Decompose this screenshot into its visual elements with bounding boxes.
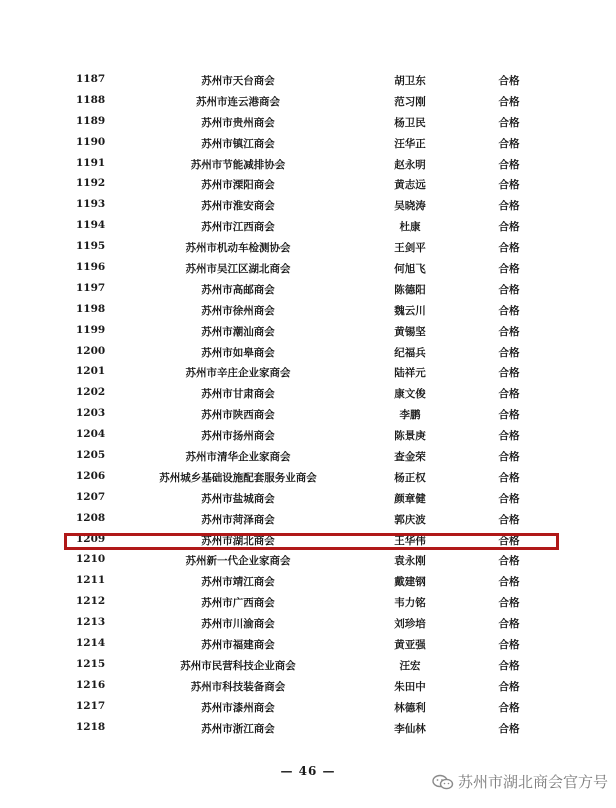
highlight-box-row-1209 bbox=[64, 533, 559, 550]
person-name: 朱田中 bbox=[394, 680, 426, 693]
row-number: 1212 bbox=[76, 595, 106, 608]
row-number: 1188 bbox=[76, 93, 106, 106]
organization-name: 苏州市川渝商会 bbox=[201, 618, 275, 631]
table-row bbox=[0, 634, 616, 655]
table-row bbox=[0, 300, 616, 321]
table-row bbox=[0, 613, 616, 634]
organization-name: 苏州市机动车检测协会 bbox=[185, 242, 291, 255]
row-number: 1198 bbox=[76, 302, 106, 315]
person-name: 王剑平 bbox=[394, 242, 426, 255]
row-number: 1196 bbox=[76, 261, 106, 274]
row-number: 1204 bbox=[76, 428, 106, 441]
organization-name: 苏州市溧阳商会 bbox=[201, 179, 275, 192]
result-status: 合格 bbox=[498, 722, 520, 735]
person-name: 杜康 bbox=[399, 221, 421, 234]
organization-name: 苏州城乡基础设施配套服务业商会 bbox=[159, 471, 317, 484]
row-number: 1205 bbox=[76, 449, 106, 462]
row-number: 1208 bbox=[76, 511, 106, 524]
person-name: 吴晓涛 bbox=[394, 200, 426, 213]
result-status: 合格 bbox=[498, 639, 520, 652]
result-status: 合格 bbox=[498, 451, 520, 464]
row-number: 1191 bbox=[76, 156, 106, 169]
organization-name: 苏州新一代企业家商会 bbox=[185, 555, 291, 568]
table-row bbox=[0, 718, 616, 739]
organization-name: 苏州市高邮商会 bbox=[201, 283, 275, 296]
table-row bbox=[0, 216, 616, 237]
result-status: 合格 bbox=[498, 158, 520, 171]
table-row bbox=[0, 195, 616, 216]
result-status: 合格 bbox=[498, 388, 520, 401]
organization-name: 苏州市连云港商会 bbox=[196, 95, 280, 108]
row-number: 1211 bbox=[76, 574, 106, 587]
result-status: 合格 bbox=[498, 116, 520, 129]
person-name: 康文俊 bbox=[394, 388, 426, 401]
organization-name: 苏州市如皋商会 bbox=[201, 346, 275, 359]
organization-name: 苏州市菏泽商会 bbox=[201, 513, 275, 526]
table-row bbox=[0, 279, 616, 300]
person-name: 陈德阳 bbox=[394, 283, 426, 296]
table-row bbox=[0, 321, 616, 342]
table-row bbox=[0, 425, 616, 446]
person-name: 魏云川 bbox=[394, 304, 426, 317]
table-row bbox=[0, 467, 616, 488]
table-row bbox=[0, 592, 616, 613]
result-status: 合格 bbox=[498, 471, 520, 484]
row-number: 1201 bbox=[76, 365, 106, 378]
page-number: — 46 — bbox=[280, 764, 336, 778]
result-status: 合格 bbox=[498, 618, 520, 631]
row-number: 1206 bbox=[76, 469, 106, 482]
organization-name: 苏州市清华企业家商会 bbox=[185, 451, 291, 464]
table-row bbox=[0, 70, 616, 91]
person-name: 袁永刚 bbox=[394, 555, 426, 568]
result-status: 合格 bbox=[498, 137, 520, 150]
wechat-icon bbox=[432, 774, 454, 790]
result-status: 合格 bbox=[498, 701, 520, 714]
row-number: 1207 bbox=[76, 490, 106, 503]
table-row bbox=[0, 258, 616, 279]
row-number: 1216 bbox=[76, 678, 106, 691]
result-status: 合格 bbox=[498, 304, 520, 317]
person-name: 林德利 bbox=[394, 701, 426, 714]
organization-name: 苏州市靖江商会 bbox=[201, 576, 275, 589]
organization-name: 苏州市湖北商会 bbox=[201, 534, 275, 547]
table-row bbox=[0, 342, 616, 363]
table-row bbox=[0, 91, 616, 112]
person-name: 黄锡坚 bbox=[394, 325, 426, 338]
person-name: 杨卫民 bbox=[394, 116, 426, 129]
table-row bbox=[0, 446, 616, 467]
result-status: 合格 bbox=[498, 75, 520, 87]
row-number: 1202 bbox=[76, 386, 106, 399]
result-status: 合格 bbox=[498, 95, 520, 108]
table-row bbox=[0, 550, 616, 571]
organization-name: 苏州市甘肃商会 bbox=[201, 388, 275, 401]
result-status: 合格 bbox=[498, 263, 520, 276]
table-row bbox=[0, 655, 616, 676]
result-status: 合格 bbox=[498, 325, 520, 338]
wechat-watermark bbox=[432, 771, 608, 792]
result-status: 合格 bbox=[498, 200, 520, 213]
result-status: 合格 bbox=[498, 534, 520, 547]
organization-name: 苏州市吴江区湖北商会 bbox=[185, 263, 291, 276]
organization-name: 苏州市科技装备商会 bbox=[190, 680, 286, 693]
person-name: 郭庆波 bbox=[394, 513, 426, 526]
person-name: 韦力铭 bbox=[394, 597, 426, 610]
organization-name: 苏州市漆州商会 bbox=[201, 701, 275, 714]
result-status: 合格 bbox=[498, 179, 520, 192]
result-status: 合格 bbox=[498, 513, 520, 526]
organization-name: 苏州市江西商会 bbox=[201, 221, 275, 234]
organization-name: 苏州市陕西商会 bbox=[201, 409, 275, 422]
row-number: 1187 bbox=[76, 73, 106, 85]
organization-name: 苏州市淮安商会 bbox=[201, 200, 275, 213]
table-row bbox=[0, 383, 616, 404]
row-number: 1217 bbox=[76, 699, 106, 712]
person-name: 陈景庚 bbox=[394, 430, 426, 443]
organization-name: 苏州市民营科技企业商会 bbox=[180, 659, 296, 672]
result-status: 合格 bbox=[498, 680, 520, 693]
organization-name: 苏州市盐城商会 bbox=[201, 492, 275, 505]
person-name: 李鹏 bbox=[399, 409, 421, 422]
organization-name: 苏州市辛庄企业家商会 bbox=[185, 367, 291, 380]
organization-name: 苏州市浙江商会 bbox=[201, 722, 275, 735]
row-number: 1197 bbox=[76, 281, 106, 294]
table-row bbox=[0, 133, 616, 154]
table-row bbox=[0, 112, 616, 133]
organization-name: 苏州市潮汕商会 bbox=[201, 325, 275, 338]
person-name: 黄志远 bbox=[394, 179, 426, 192]
result-status: 合格 bbox=[498, 576, 520, 589]
row-number: 1192 bbox=[76, 177, 106, 190]
person-name: 汪宏 bbox=[399, 659, 421, 672]
table-row bbox=[0, 571, 616, 592]
row-number: 1194 bbox=[76, 219, 106, 232]
table-row bbox=[0, 362, 616, 383]
person-name: 颜章健 bbox=[394, 492, 426, 505]
table-row bbox=[0, 488, 616, 509]
person-name: 李仙林 bbox=[394, 722, 426, 735]
organization-name: 苏州市节能减排协会 bbox=[190, 158, 286, 171]
row-number: 1195 bbox=[76, 240, 106, 253]
table-row bbox=[0, 676, 616, 697]
row-number: 1209 bbox=[76, 532, 106, 545]
person-name: 何旭飞 bbox=[394, 263, 426, 276]
result-status: 合格 bbox=[498, 346, 520, 359]
result-status: 合格 bbox=[498, 555, 520, 568]
organization-name: 苏州市徐州商会 bbox=[201, 304, 275, 317]
result-status: 合格 bbox=[498, 367, 520, 380]
person-name: 陆祥元 bbox=[394, 367, 426, 380]
row-number: 1199 bbox=[76, 323, 106, 336]
table-row bbox=[0, 154, 616, 175]
table-row bbox=[0, 404, 616, 425]
row-number: 1193 bbox=[76, 198, 106, 211]
person-name: 戴建钢 bbox=[394, 576, 426, 589]
result-status: 合格 bbox=[498, 221, 520, 234]
organization-name: 苏州市广西商会 bbox=[201, 597, 275, 610]
result-status: 合格 bbox=[498, 242, 520, 255]
row-number: 1215 bbox=[76, 657, 106, 670]
organization-name: 苏州市福建商会 bbox=[201, 639, 275, 652]
person-name: 范习刚 bbox=[394, 95, 426, 108]
result-status: 合格 bbox=[498, 430, 520, 443]
table-row bbox=[0, 509, 616, 530]
table-row bbox=[0, 174, 616, 195]
person-name: 赵永明 bbox=[394, 158, 426, 171]
row-number: 1214 bbox=[76, 637, 106, 650]
person-name: 查金荣 bbox=[394, 451, 426, 464]
row-number: 1218 bbox=[76, 720, 106, 733]
person-name: 王华伟 bbox=[394, 534, 426, 547]
person-name: 汪华正 bbox=[394, 137, 426, 150]
person-name: 胡卫东 bbox=[394, 75, 426, 87]
watermark-text: 苏州市湖北商会官方号 bbox=[457, 773, 608, 791]
person-name: 杨正权 bbox=[394, 471, 426, 484]
row-number: 1189 bbox=[76, 114, 106, 127]
person-name: 刘珍培 bbox=[394, 618, 426, 631]
person-name: 纪福兵 bbox=[394, 346, 426, 359]
table-row bbox=[0, 697, 616, 718]
organization-name: 苏州市扬州商会 bbox=[201, 430, 275, 443]
organization-name: 苏州市贵州商会 bbox=[201, 116, 275, 129]
organization-name: 苏州市镇江商会 bbox=[201, 137, 275, 150]
table-row bbox=[0, 237, 616, 258]
person-name: 黄亚强 bbox=[394, 639, 426, 652]
organization-name: 苏州市天台商会 bbox=[201, 75, 275, 87]
results-table bbox=[0, 70, 616, 739]
result-status: 合格 bbox=[498, 659, 520, 672]
result-status: 合格 bbox=[498, 492, 520, 505]
result-status: 合格 bbox=[498, 283, 520, 296]
row-number: 1213 bbox=[76, 616, 106, 629]
row-number: 1200 bbox=[76, 344, 106, 357]
result-status: 合格 bbox=[498, 597, 520, 610]
row-number: 1203 bbox=[76, 407, 106, 420]
result-status: 合格 bbox=[498, 409, 520, 422]
row-number: 1190 bbox=[76, 135, 106, 148]
row-number: 1210 bbox=[76, 553, 106, 566]
